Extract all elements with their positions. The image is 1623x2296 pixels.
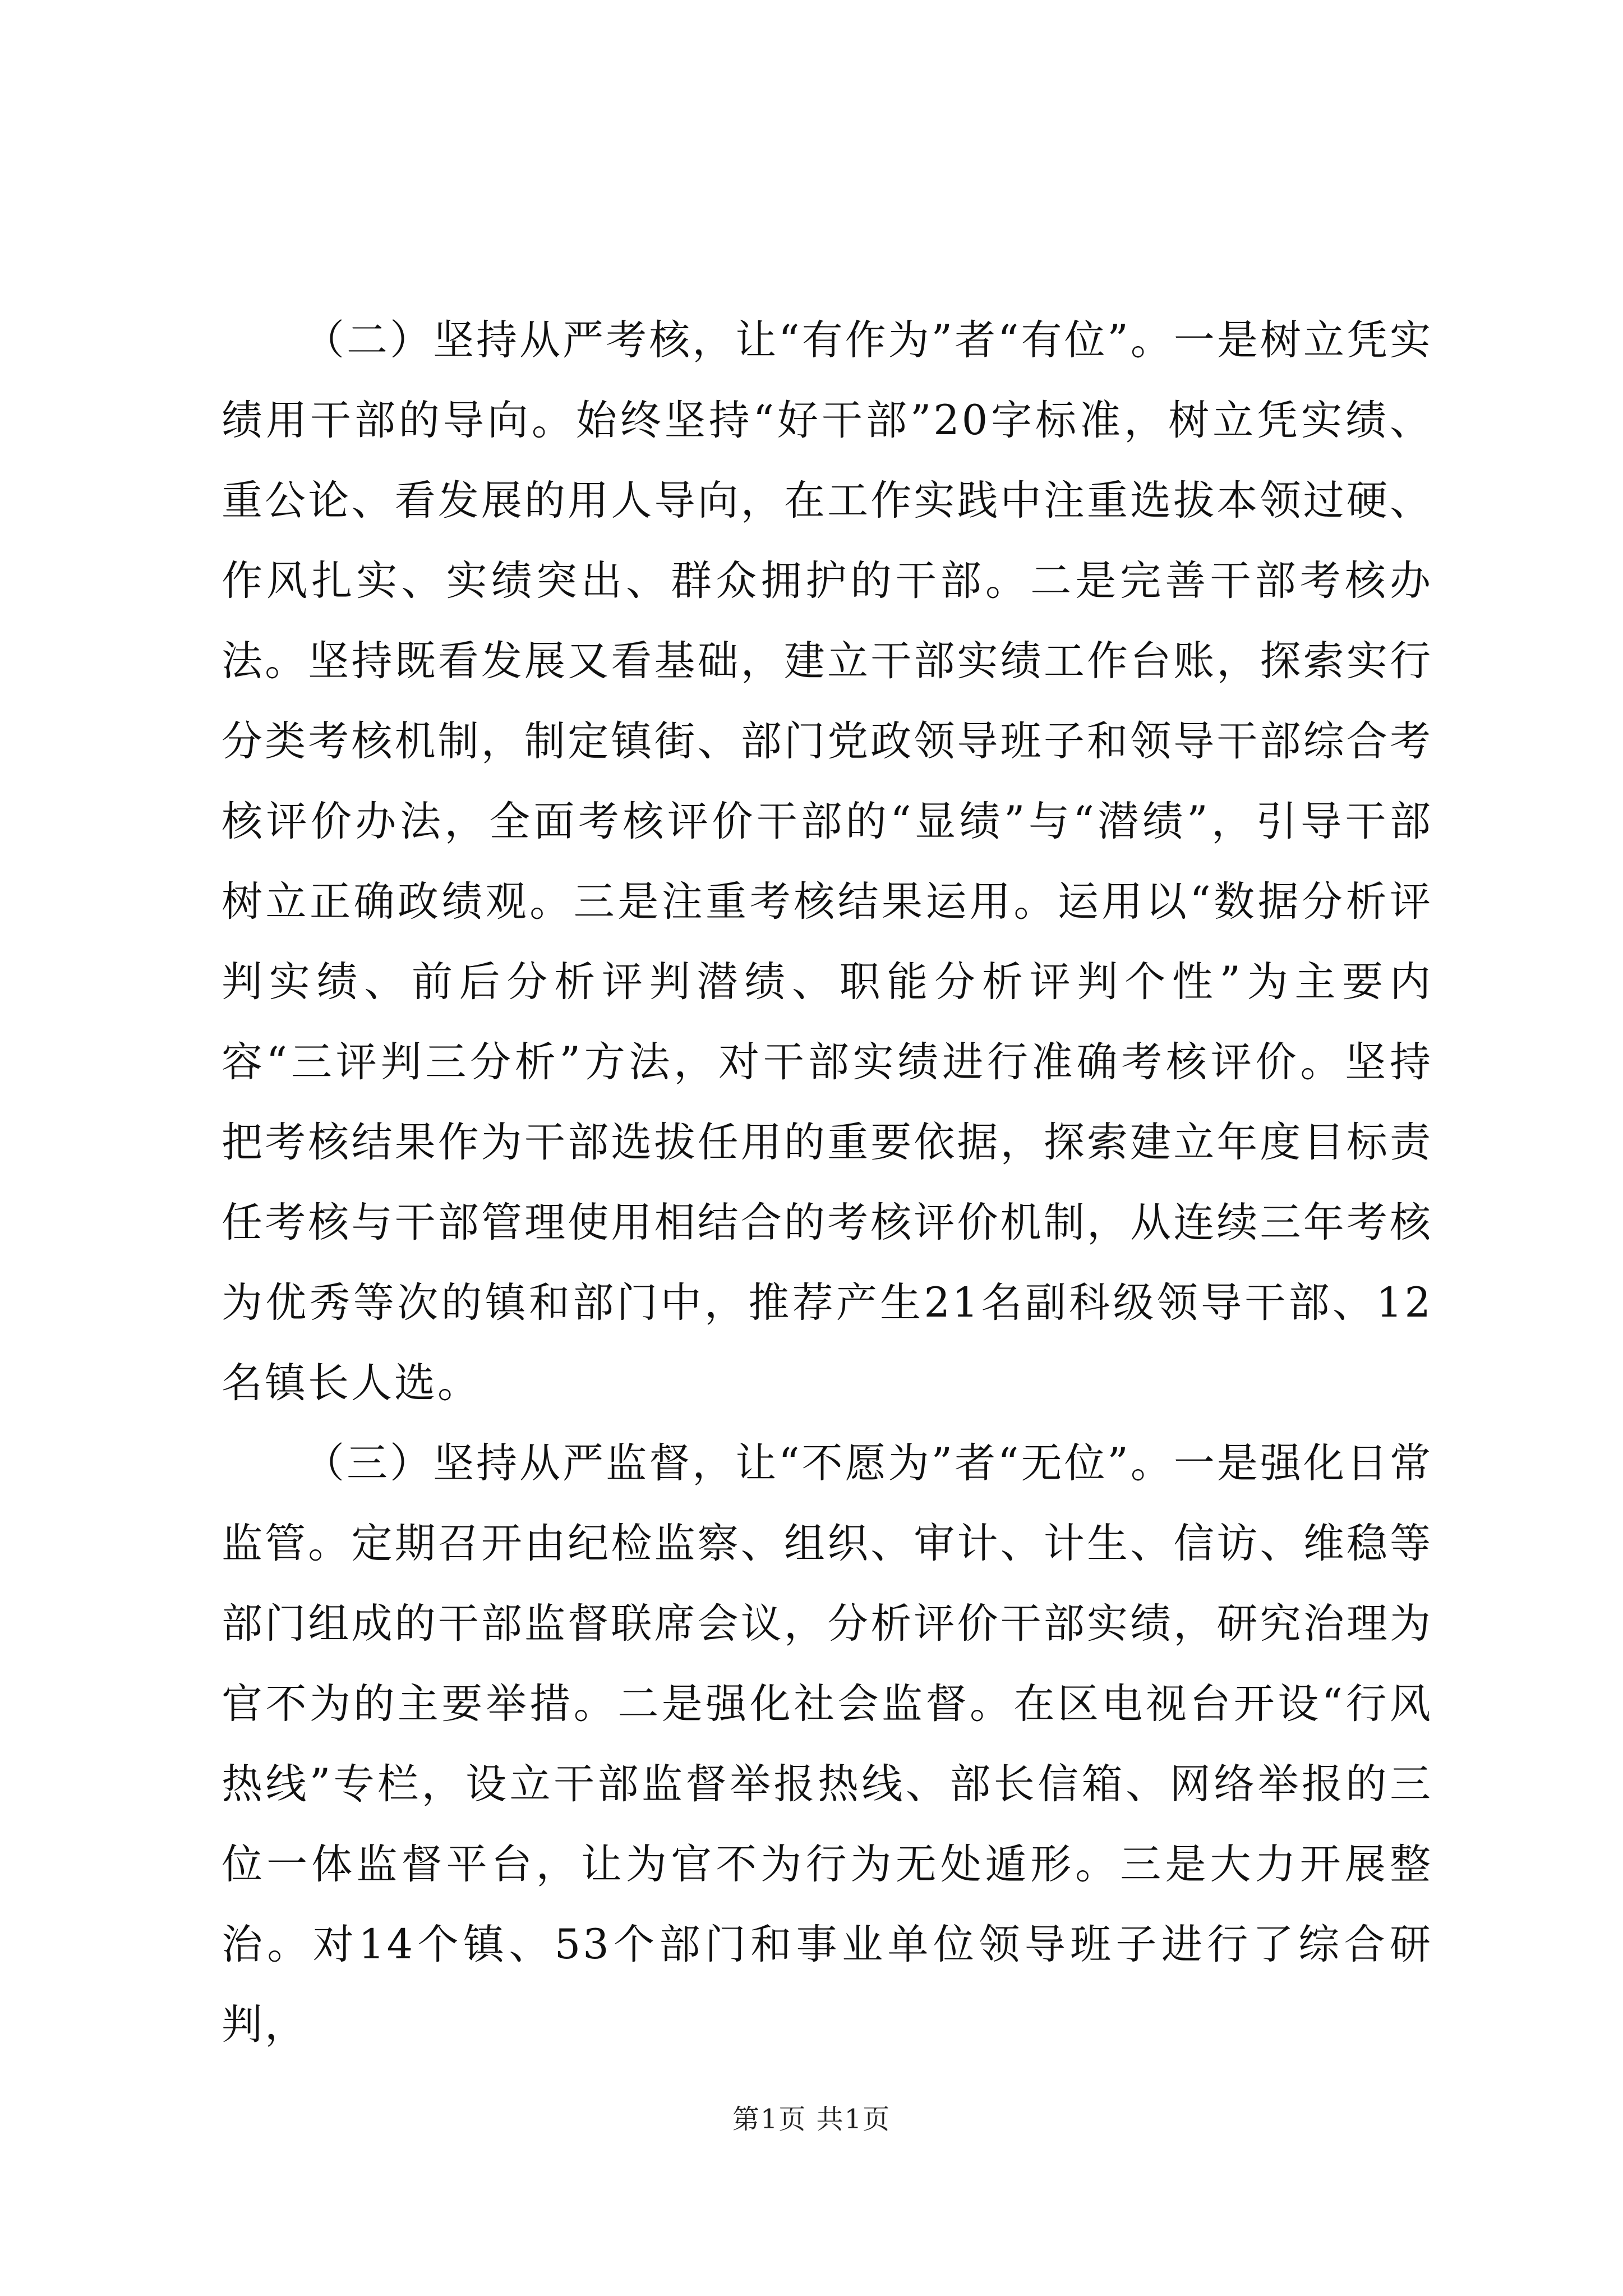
- page-footer: 第1页 共1页: [732, 2104, 891, 2135]
- document-body: [222, 300, 1433, 2065]
- paragraph-assessment: （二）坚持从严考核，让“有作为”者“有位”。一是树立凭实绩用干部的导向。始终坚持“好干部”20字标准，树立凭实绩、重公论、看发展的用人导向，在工作实践中注重选拔本领过硬、作风扎实、实绩突出、群众拥护的干部。二是完善干部考核办法。坚持既看发展又看基础，建立干部实绩工作台账，探索实行分类考核机制，制定镇街、部门党政领导班子和领导干部综合考核评价办法，全面考核评价干部的“显绩”与“潜绩”，引导干部树立正确政绩观。三是注重考核结果运用。运用以“数据分析评判实绩、前后分析评判潜绩、职能分析评判个性”为主要内容“三评判三分析”方法，对干部实绩进行准确考核评价。坚持把考核结果作为干部选拔任用的重要依据，探索建立年度目标责任考核与干部管理使用相结合的考核评价机制，从连续三年考核为优秀等次的镇和部门中，推荐产生21名副科级领导干部、12名镇长人选。: [222, 316, 1433, 1407]
- paragraph-supervision: （三）坚持从严监督，让“不愿为”者“无位”。一是强化日常监管。定期召开由纪检监察、组织、审计、计生、信访、维稳等部门组成的干部监督联席会议，分析评价干部实绩，研究治理为官不为的主要举措。二是强化社会监督。在区电视台开设“行风热线”专栏，设立干部监督举报热线、部长信箱、网络举报的三位一体监督平台，让为官不为行为无处遁形。三是大力开展整治。对14个镇、53个部门和事业单位领导班子进行了综合研判，: [222, 1439, 1433, 2049]
